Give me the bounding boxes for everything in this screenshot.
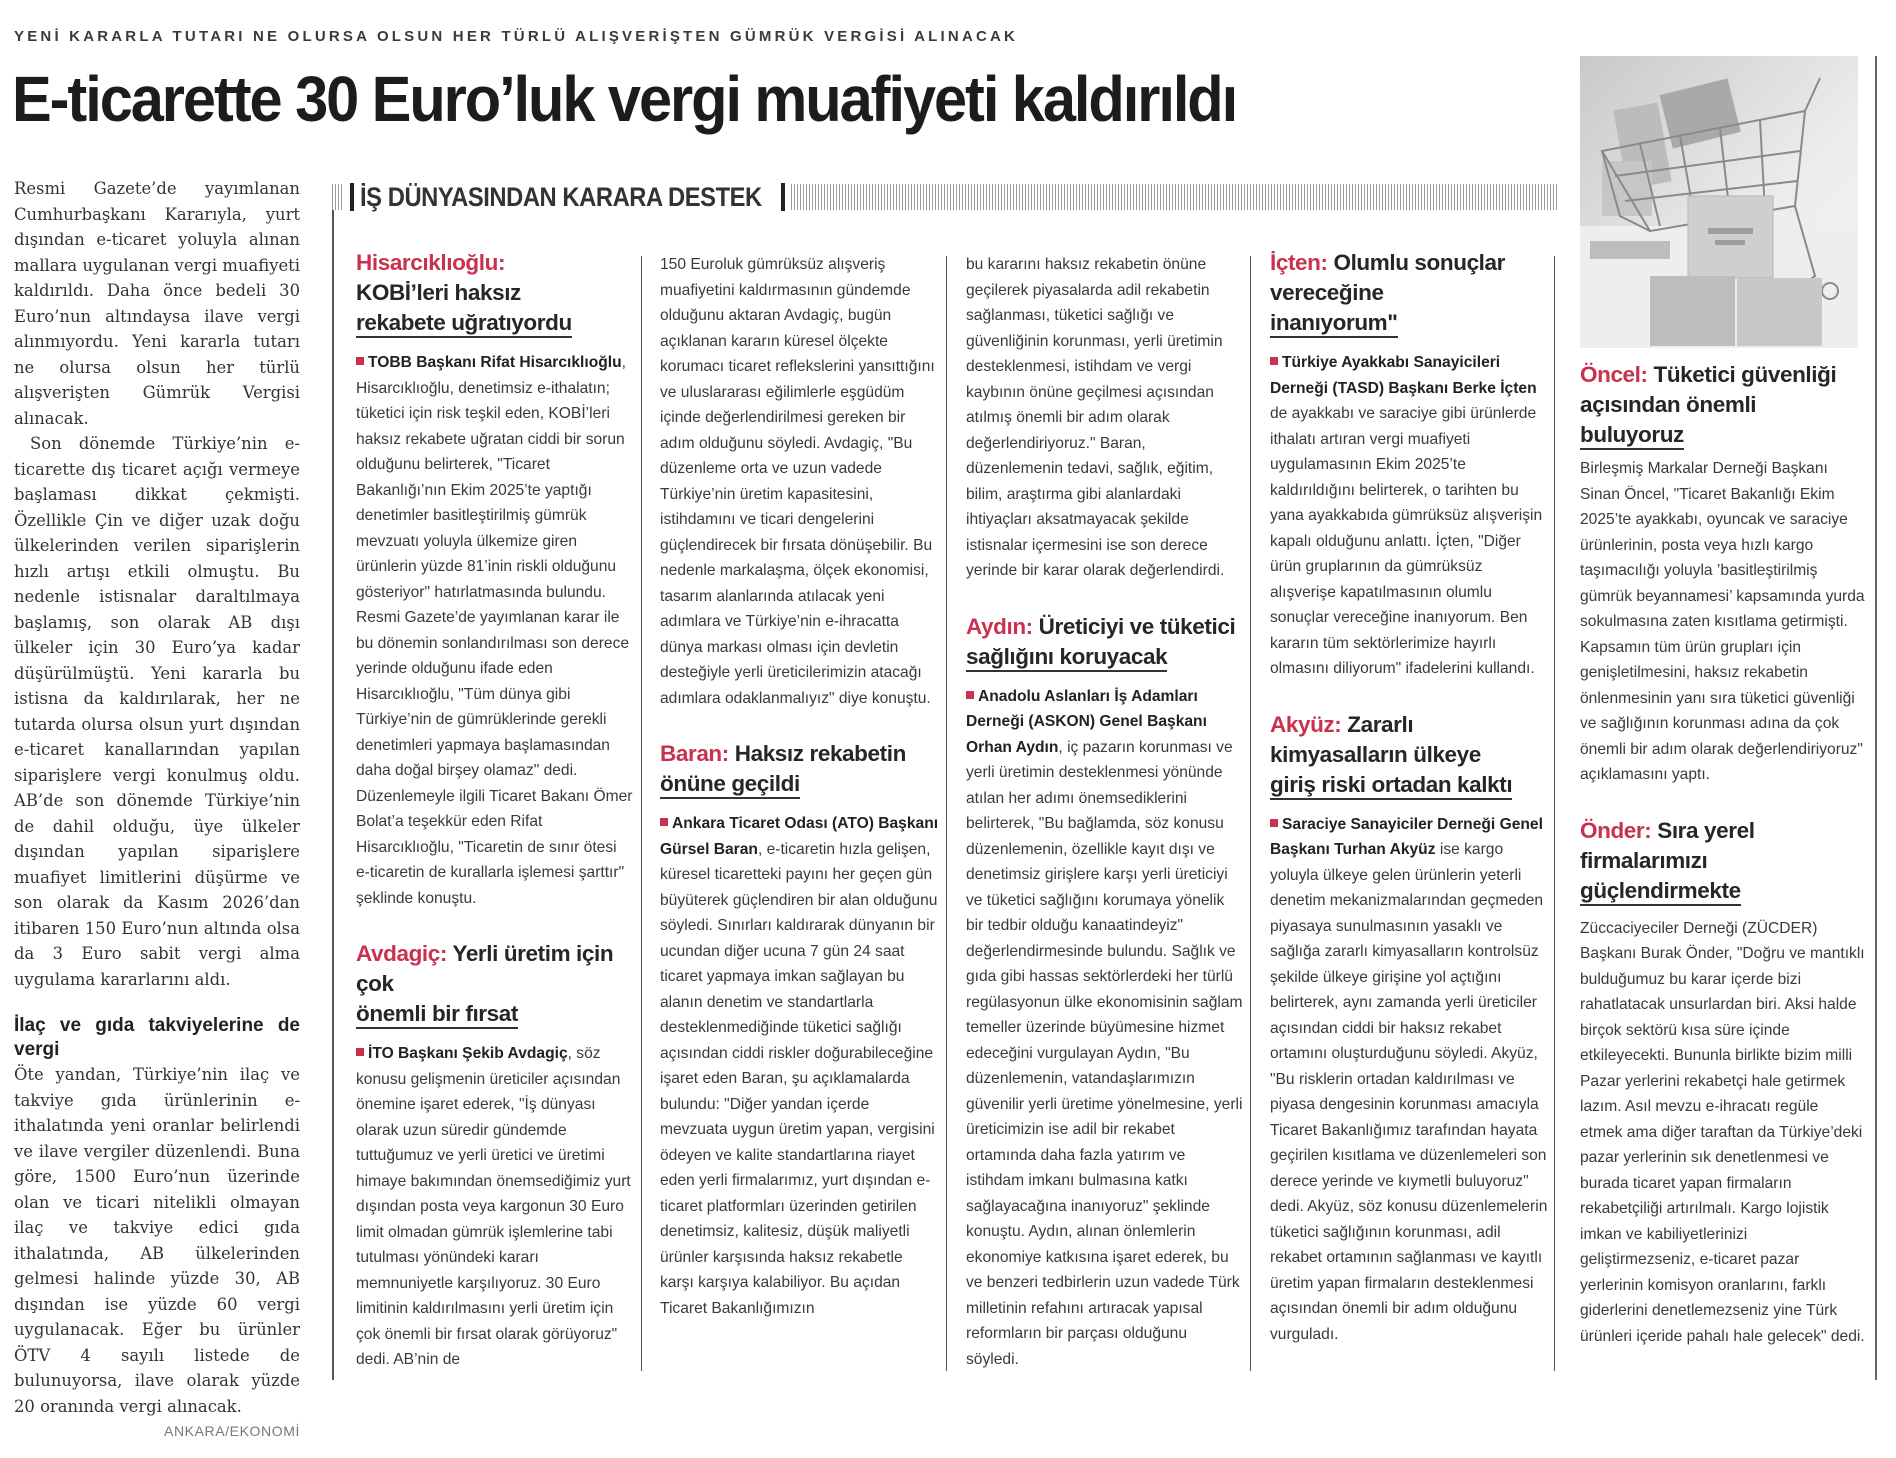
band-ticks xyxy=(791,184,1557,210)
story-text: de ayakkabı ve saraciye gibi ürünlerde ithalatı artıran vergi muafiyeti uygulamasının Ekim 2025’te kaldırıldığını belirterek, o tarihten bu yana ayakkabıda gümrüksüz alışverişin kapalı olduğunu anlattı. İçten, "Diğer ürün gruplarının da gümrüksüz alışverişe kapatılmasının olumlu sonuçlar vereceğine inanıyorum. Ben kararın tüm sektörlerimize hayırlı olmasını diliyorum" ifadelerini kullandı. xyxy=(1270,405,1543,677)
story-text: , iç pazarın korunması ve yerli üretimin desteklenmesi yönünde atılan her adımı önemsediklerini belirterek, "Bu bağlamda, söz konusu düzenlemenin, özellikle kayıt dışı ve denetimsiz girişlere karşı yerli üreticiyi ve tüketici sağlığını korumaya yönelik bir tedbir olduğu kanaatindeyiz" değerlendirmesinde bulundu. Sağlık ve gıda gibi hassas sektörlerdeki her türlü regülasyonun ülke ekonomisinin sağlam temeller üzerinde büyümesine hizmet edeceğini vurgulayan Aydın, "Bu düzenlemenin, vatandaşlarımızın güvenilir yerli üretime yönelmesine, yerli üreticimizin ise adil bir rekabet ortamında daha fazla yatırım ve istihdam imkanı bulmasına katkı sağlayacağına inanıyoruz" şeklinde konuştu. Aydın, alınan önlemlerin ekonomiye katkısına işaret ederek, bu ve benzeri tedbirlerin uzun vadede Türk milletinin refahını artıracak yapısal reformların bir parçası olduğunu söyledi. xyxy=(966,738,1243,1368)
band-ticks xyxy=(332,184,344,210)
title-line: Zararlı kimyasalların ülkeye xyxy=(1270,711,1481,767)
speaker-name: Baran: xyxy=(660,741,729,766)
band-bar xyxy=(781,183,785,211)
title-line: Üreticiyi ve tüketici xyxy=(1038,613,1236,639)
story-body xyxy=(1270,812,1548,1348)
story-akyuz xyxy=(1270,710,1548,1348)
story-text: , Hisarcıklıoğlu, denetimsiz e-ithalatın; tüketici için risk teşkil eden, KOBİ’leri haksız rekabete uğratan ciddi bir sorun olduğunu belirterek, "Ticaret Bakanlığı’nın Ekim 2025’te yaptığı denetimler basitleştirilmiş gümrük mevzuatı yoluyla ülkemize giren ürünlerin yüzde 81’inin riskli olduğunu gösteriyor" hatırlatmasında bulundu. Resmi Gazete’de yayımlanan karar ile bu dönemin sonlandırılması son derece yerinde olduğunu ifade eden Hisarcıklıoğlu, "Tüm dünya gibi Türkiye’nin de gümrüklerinde gerekli denetimleri yapmaya başlamasından daha doğal birşey olamaz" dedi. Düzenlemeyle ilgili Ticaret Bakanı Ömer Bolat’a teşekkür eden Rifat Hisarcıklıoğlu, "Ticaretin de sınır ötesi e-ticaretin de kurallarla işlemesi şarttır" şeklinde konuştu. xyxy=(356,354,633,907)
story-continued: bu kararını haksız rekabetin önüne geçilerek piyasalarda adil rekabetin sağlanması, tüketici sağlığı ve güvenliğinin korunması, yerli üretimin desteklenmesi, istihdam ve vergi kaybının önüne geçilmesi açısından atılmış önemli bir adım olarak değerlendiriyoruz." Baran, düzenlemenin tedavi, sağlık, eğitim, bilim, araştırma gibi alanlardaki ihtiyaçları aksatmayacak şekilde istisnalar içermesini ise son derece yerinde bir karar olarak değerlendirdi. xyxy=(966,256,1225,579)
bullet-square-icon xyxy=(356,357,364,365)
story-baran xyxy=(660,739,940,1321)
speaker-name: Aydın: xyxy=(966,613,1033,639)
story-title xyxy=(1270,248,1548,338)
speaker-name: Hisarcıklıoğlu: xyxy=(356,250,506,275)
bullet-square-icon xyxy=(1270,819,1278,827)
story-oncel xyxy=(1580,360,1865,788)
frame-border xyxy=(1875,56,1877,1380)
lead-paragraph: Son dönemde Türkiye’nin e-ticarette dış ticaret açığı vermeye başlaması dikkat çekmişti. Özellikle Çin ve diğer uzak doğu ülkelerinden verilen siparişlerin hızlı artışı etkili olmuştu. Bu nedenle istisnalar daraltılmaya başlamış, son olarak AB dışı ülkeler için 30 Euro’ya kadar düşürülmüştü. Yeni kararla bu istisna da kaldırılarak, her ne tutarda olursa olsun yurt dışından e-ticaret kanallarından yapılan siparişlere vergi konulmuş oldu. AB’de son dönemde Türkiye’nin de dahil olduğu, üye ülkeler dışından yapılan siparişlere muafiyet limitlerini düşürme ve son olarak da Kasım 2026’dan itibaren 150 Euro’nun altında olsa da 3 Euro sabit vergi alma uygulama kararlarını aldı. xyxy=(14,434,300,989)
speaker-title: Türkiye Ayakkabı Sanayicileri Derneği (TASD) Başkanı Berke İçten xyxy=(1270,354,1537,397)
story-title xyxy=(1580,816,1865,906)
story-body xyxy=(660,811,940,1321)
story-text: , söz konusu gelişmenin üreticiler açısından önemine işaret ederek, "İş dünyası olarak uzun süredir gündemde tuttuğumuz ve yerli üretici ve üretimi himaye bakımından önemsediğimiz yurt dışından posta veya kargonun 30 Euro limit olmadan gümrük işlemlerine tabi tutulması yönündeki kararı memnuniyetle karşılıyoruz. 30 Euro limitinin kaldırılmasını yerli üretim için çok önemli bir fırsat olarak görüyoruz" dedi. AB’nin de xyxy=(356,1045,631,1368)
speaker-name: Akyüz: xyxy=(1270,711,1342,737)
column-3 xyxy=(966,252,1244,1372)
story-body xyxy=(356,1041,634,1373)
story-body xyxy=(1270,350,1548,682)
story-text: ise kargo yoluyla ülkeye gelen ürünlerin yeterli denetim mekanizmalarından geçmeden piyasaya sunulmasının yasaklı ve sağlığa zararlı kimyasalların kontrolsüz şekilde ülkeye girişine yol açtığını belirterek, aynı zamanda yerli üreticiler açısından ciddi bir haksız rekabet ortamını oluşturduğunu söyledi. Akyüz, "Bu risklerin ortadan kaldırılması ve piyasa dengesinin korunması amacıyla Ticaret Bakanlığımız tarafından hayata geçirilen kısıtlama ve düzenlemeleri son derece yerinde ve kıymetli buluyoruz" dedi. Akyüz, söz konusu düzenlemelerin tüketici sağlığının korunması, adil rekabet ortamının sağlanması ve kayıtlı üretim yapan firmaların desteklenmesi açısından önemli bir adım olduğunu vurguladı. xyxy=(1270,841,1548,1343)
bullet-square-icon xyxy=(660,818,668,826)
story-continued: 150 Euroluk gümrüksüz alışveriş muafiyetini kaldırmasının gündemde olduğunu aktaran Avdagiç, bugün açıklanan kararın küresel ölçekte korumacı ticaret reflekslerini yansıttığını ve uluslararası eğilimlerle eşgüdüm içinde değerlendirilmesi gereken bir adım olduğunu söyledi. Avdagiç, "Bu düzenleme orta ve uzun vadede Türkiye’nin üretim kapasitesini, istihdamını ve ticari dengelerini güçlendirecek bir fırsata dönüşebilir. Bu nedenle markalaşma, ölçek ekonomisi, tasarım alanlarında atılacak yeni adımlara ve Türkiye’nin e-ihracatta dünya markası olması için devletin desteğiyle yerli üreticilerimizin atacağı adımlara odaklanmalıyız" diye konuştu. xyxy=(660,256,935,707)
column-rule xyxy=(1554,256,1555,1371)
column-rule xyxy=(1250,256,1251,1371)
subheading: İlaç ve gıda takviyelerine de vergi xyxy=(14,1015,300,1060)
story-text: , e-ticaretin hızla gelişen, küresel ticaretteki payını her geçen gün büyüterek güçlendiren bir alan olduğunu söyledi. Sınırları kaldırarak dünyanın bir ucundan diğer ucuna 7 gün 24 saat ticaret yapmaya imkan sağlayan bu alanın denetim ve standartlarla desteklenmediğinde tüketici sağlığı açısından ciddi riskler doğurabileceğine işaret eden Baran, şu açıklamalarda bulundu: "Diğer yandan içerde mevzuata uygun üretim yapan, vergisini ödeyen ve kalite standartlarına riayet eden yerli firmalarımız, yurt dışından e-ticaret platformları üzerinden getirilen denetimsiz, kalitesiz, düşük maliyetli ürünler karşısında haksız rekabetle karşı karşıya kalabiliyor. Bu açıdan Ticaret Bakanlığımızın xyxy=(660,840,938,1317)
story-title xyxy=(1270,710,1548,800)
speaker-name: İçten: xyxy=(1270,250,1328,275)
kicker: YENİ KARARLA TUTARI NE OLURSA OLSUN HER TÜRLÜ ALIŞVERİŞTEN GÜMRÜK VERGİSİ ALINACAK xyxy=(14,28,1019,45)
column-rule xyxy=(946,256,947,1371)
speaker-title: Anadolu Aslanları İş Adamları Derneği (ASKON) Genel Başkanı Orhan Aydın xyxy=(966,687,1207,756)
title-line: Olumlu sonuçlar vereceğine xyxy=(1270,250,1505,305)
column-rule xyxy=(641,256,642,1371)
story-title xyxy=(356,248,634,338)
title-line: inanıyorum" xyxy=(1270,310,1398,338)
headline: E-ticarette 30 Euro’luk vergi muafiyeti kaldırıldı xyxy=(12,63,1237,135)
speaker-name: Önder: xyxy=(1580,817,1652,843)
story-avdagic xyxy=(356,939,634,1373)
story-title xyxy=(966,612,1244,672)
title-line: Yerli üretim için çok xyxy=(356,941,614,996)
sub-paragraph: Öte yandan, Türkiye’nin ilaç ve takviye gıda ürünlerinin e-ithalatında yeni oranlar belirlendi ve ilave vergiler düzenlendi. Buna göre, 1500 Euro’nun üzerinde olan ve ticari nitelikli olmayan ilaç ve takviye edici gıda ithalatında, AB ülkelerinden gelmesi halinde yüzde 30, AB dışından ise yüzde 60 vergi uygulanacak. Eğer bu ürünler ÖTV 4 sayılı listede de bulunuyorsa, ilave olarak yüzde 20 oranında vergi alınacak. xyxy=(14,1065,300,1416)
story-title xyxy=(356,939,634,1029)
story-body xyxy=(356,350,634,911)
title-line: önemli bir fırsat xyxy=(356,1001,518,1029)
column-4 xyxy=(1270,248,1548,1347)
section-label: İŞ DÜNYASINDAN KARARA DESTEK xyxy=(360,181,762,212)
bullet-square-icon xyxy=(1270,357,1278,365)
speaker-title: Saraciye Sanayiciler Derneği Genel Başkanı Turhan Akyüz xyxy=(1270,815,1543,858)
story-aydin xyxy=(966,612,1244,1373)
lead-article xyxy=(14,176,300,1445)
column-2 xyxy=(660,252,940,1321)
title-line: Haksız rekabetin xyxy=(734,741,906,766)
byline: ANKARA/EKONOMİ xyxy=(164,1423,300,1439)
story-hisarciklioglu xyxy=(356,248,634,911)
shopping-cart-image xyxy=(1580,56,1858,348)
speaker-title: İTO Başkanı Şekib Avdagiç xyxy=(368,1045,568,1062)
title-line: buluyoruz xyxy=(1580,422,1684,450)
story-onder xyxy=(1580,816,1865,1350)
speaker-title: Ankara Ticaret Odası (ATO) Başkanı Gürsel Baran xyxy=(660,815,939,858)
article-photo xyxy=(1580,56,1858,348)
title-line: Tüketici güvenliği açısından önemli xyxy=(1580,362,1837,417)
title-line: Sıra yerel firmalarımızı xyxy=(1580,817,1755,873)
story-body xyxy=(966,684,1244,1373)
column-1 xyxy=(356,248,634,1373)
column-5 xyxy=(1580,360,1865,1349)
speaker-title: TOBB Başkanı Rifat Hisarcıklıoğlu xyxy=(368,354,622,371)
speaker-name: Öncel: xyxy=(1580,362,1648,387)
story-icten xyxy=(1270,248,1548,682)
lead-paragraph: Resmi Gazete’de yayımlanan Cumhurbaşkanı Kararıyla, yurt dışından e-ticaret yoluyla alınan mallara uygulanan vergi muafiyeti kaldırıldı. Daha önce bedeli 30 Euro’nun altındaysa ilave vergi alınmıyordu. Yeni kararla tutarı ne olursa olsun her türlü alışverişten Gümrük Vergisi alınacak. xyxy=(14,179,300,428)
frame-border xyxy=(332,210,334,1380)
section-band xyxy=(332,180,1557,214)
story-body: Birleşmiş Markalar Derneği Başkanı Sinan Öncel, "Ticaret Bakanlığı Ekim 2025’te ayakkabı, oyuncak ve saraciye ürünlerinin, posta veya hızlı kargo taşımacılığı yoluyla ’basitleştirilmiş gümrük beyannamesi’ kapsamında yurda sokulmasına zaten kısıtlama getirmişti. Kapsamın tüm ürün grupları için genişletilmesini, haksız rekabetin önlenmesinin yanı sıra tüketici güvenliği ve sağlığının korunması adına da çok önemli bir adım olarak değerlendiriyoruz" açıklamasını yaptı. xyxy=(1580,460,1865,783)
title-line: sağlığını koruyacak xyxy=(966,644,1167,672)
title-line: önüne geçildi xyxy=(660,771,800,799)
title-line: KOBİ’leri haksız xyxy=(356,280,521,305)
bullet-square-icon xyxy=(356,1048,364,1056)
speaker-name: Avdagiç: xyxy=(356,941,447,966)
story-title xyxy=(660,739,940,799)
title-line: rekabete uğratıyordu xyxy=(356,310,572,338)
title-line: giriş riski ortadan kalktı xyxy=(1270,772,1512,800)
bullet-square-icon xyxy=(966,691,974,699)
title-line: güçlendirmekte xyxy=(1580,878,1741,906)
story-title xyxy=(1580,360,1865,450)
story-body: Züccaciyeciler Derneği (ZÜCDER) Başkanı Burak Önder, "Doğru ve mantıklı bulduğumuz bu karar içerde bizi rahatlatacak unsurlardan biri. Aksi halde birçok sektörü kısa süre içinde etkileyecekti. Bununla birlikte bizim milli Pazar yerlerini rekabetçi hale getirmek lazım. Asıl mevzu e-ihracatı regüle etmek ama diğer taraftan da Türkiye’deki pazar yerlerinin sık denetlenmesi ve burada ticaret yapan firmaların rekabetçiliği artırılmalı. Kargo lojistik imkan ve kabiliyetlerinizi geliştirmezseniz, e-ticaret pazar yerlerinin komisyon oranlarını, farklı giderlerini denetlemezseniz yine Türk ürünleri içeride pahalı hale gelecek" dedi. xyxy=(1580,919,1865,1345)
band-bar xyxy=(350,183,354,211)
